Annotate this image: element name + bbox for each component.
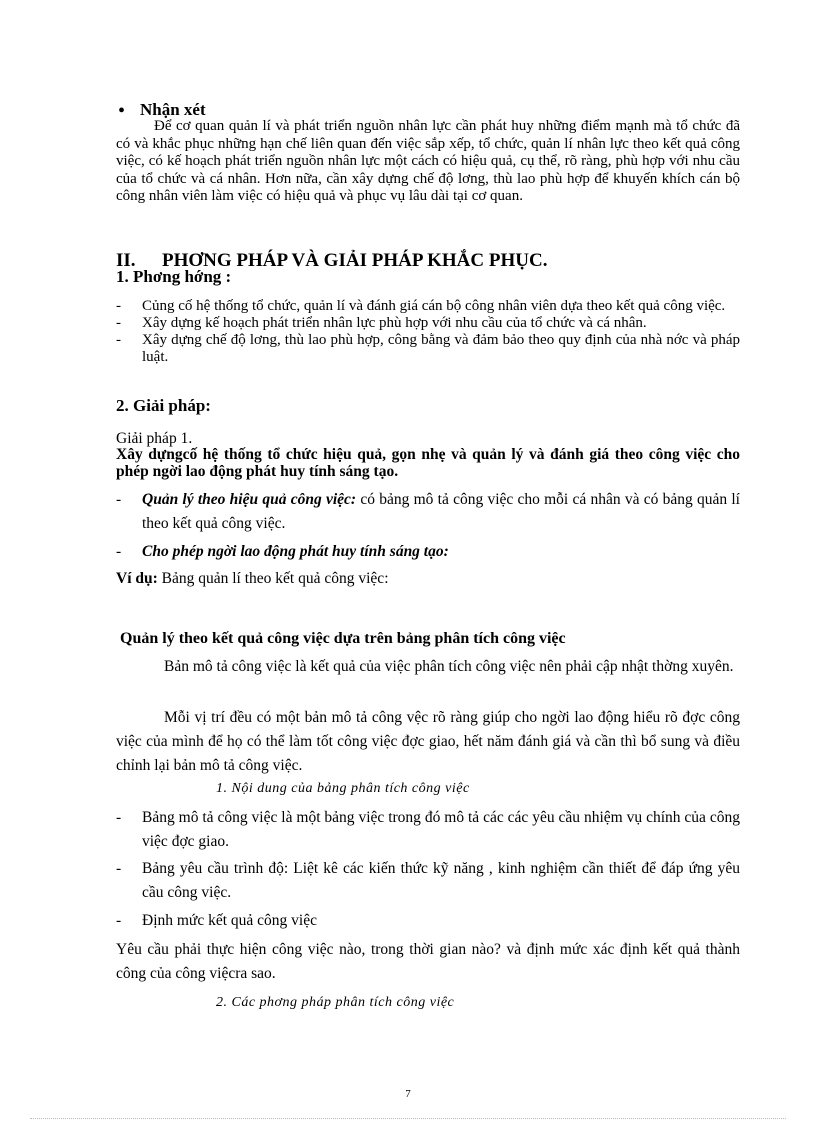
dash-icon: -	[116, 298, 121, 314]
list-item: - Xây dựng kế hoạch phát triển nhân lực phù hợp với nhu cầu của tổ chức và cá nhân.	[116, 315, 647, 331]
quan-ly-paragraph-1: Bản mô tả công việc là kết quả của việc phân tích công việc nên phải cập nhật thờng xuyên.	[164, 658, 734, 675]
list-item: - Xây dựng chế độ lơng, thù lao phù hợp, công bằng và đảm bảo theo quy định của nhà nớc và pháp luật.	[116, 332, 740, 365]
phuong-huong-list	[116, 298, 740, 366]
bullet-icon: •	[118, 100, 126, 122]
quan-ly-heading: Quản lý theo kết quả công việc dựa trên bảng phân tích công việc	[120, 630, 566, 647]
giai-phap-heading: 2. Giải pháp:	[116, 396, 211, 415]
giai-phap-1-title: Giải pháp 1.	[116, 430, 193, 447]
vi-du-line: Ví dụ: Bảng quản lí theo kết quả công việc:	[116, 570, 389, 587]
list-item: - Củng cố hệ thống tổ chức, quản lí và đánh giá cán bộ công nhân viên dựa theo kết quả công việc.	[116, 298, 726, 314]
giai-phap-item-1: - Quản lý theo hiệu quả công việc: có bảng mô tả công việc cho mỗi cá nhân và có bảng quản lí theo kết quả công việc.	[116, 488, 740, 536]
dash-icon: -	[116, 809, 122, 826]
dash-icon: -	[116, 491, 122, 508]
dash-icon: -	[116, 332, 121, 348]
giai-phap-1-body: Xây dựngcố hệ thống tổ chức hiệu quả, gọn nhẹ và quản lý và đánh giá theo công việc cho phép ngời lao động phát huy tính sáng tạo.	[116, 446, 740, 480]
dash-icon: -	[116, 543, 122, 560]
section-title: PHƠNG PHÁP VÀ GIẢI PHÁP KHẮC PHỤC.	[162, 250, 548, 271]
sub-heading-1: 1. Nội dung của bảng phân tích công việc	[216, 781, 470, 796]
item-bold-label: Cho phép ngời lao động phát huy tính sáng tạo:	[142, 543, 449, 560]
dash-icon: -	[116, 912, 122, 929]
footer-divider	[30, 1118, 786, 1119]
nhan-xet-body: Để cơ quan quản lí và phát triển nguồn nhân lực cần phát huy những điểm mạnh mà tổ chức đã có và khắc phục những hạn chế liên quan đến việc sắp xếp, tổ chức, quản lí nhân lực theo kết quả công việc, có kế hoạch phát triển nguồn nhân lực một cách có hiệu quả, cụ thể, rõ ràng, phù hợp với nhu cầu của tổ chức và cá nhân. Hơn nữa, cần xây dựng chế độ lơng, thù lao phù hợp để khuyến khích cán bộ công nhân viên làm việc có hiệu quả và phục vụ lâu dài tại cơ quan.	[116, 118, 740, 204]
noi-dung-item-2: - Bảng yêu cầu trình độ: Liệt kê các kiến thức kỹ năng , kinh nghiệm cần thiết để đáp ứng yêu cầu công việc.	[116, 857, 740, 905]
dash-icon: -	[116, 860, 122, 877]
section-number: II.	[116, 250, 136, 271]
dash-icon: -	[116, 315, 121, 331]
giai-phap-item-2	[116, 540, 740, 564]
item-bold-label: Quản lý theo hiệu quả công việc:	[142, 491, 357, 508]
phuong-huong-heading: 1. Phơng hớng :	[116, 267, 232, 286]
quan-ly-paragraph-2: Mỗi vị trí đều có một bản mô tả công vệc rõ ràng giúp cho ngời lao động hiểu rõ đợc công việc của mình để họ có thể làm tốt công việc đợc giao, hết năm đánh giá và cần thì bổ sung và điều chỉnh lại bản mô tả công việc.	[116, 709, 740, 774]
sub-heading-2: 2. Các phơng pháp phân tích công việc	[216, 995, 455, 1010]
nhan-xet-paragraph	[116, 118, 740, 206]
page-number: 7	[405, 1088, 411, 1100]
vi-du-label: Ví dụ:	[116, 570, 158, 587]
noi-dung-item-1: - Bảng mô tả công việc là một bảng việc trong đó mô tả các các yêu cầu nhiệm vụ chính của công việc đợc giao.	[116, 806, 740, 854]
noi-dung-item-3: - Định mức kết quả công việc	[116, 909, 740, 933]
nhan-xet-heading: Nhận xét	[140, 100, 206, 119]
quan-ly-paragraph-3: Yêu cầu phải thực hiện công việc nào, trong thời gian nào? và định mức xác định kết quả thành công của công việcra sao.	[116, 941, 740, 982]
